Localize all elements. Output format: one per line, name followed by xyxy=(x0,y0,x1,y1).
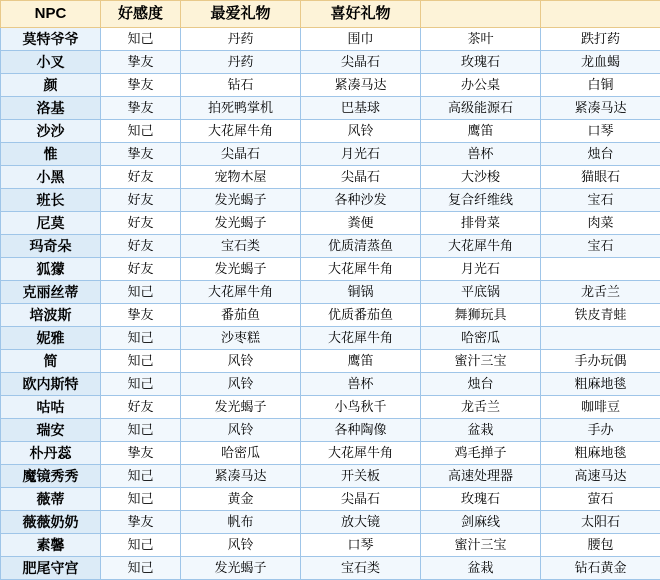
liked-gift-cell: 粗麻地毯 xyxy=(541,442,660,465)
liked-gift-cell: 宝石 xyxy=(541,189,660,212)
table-row xyxy=(1,235,660,258)
liked-gift-cell: 宝石 xyxy=(541,235,660,258)
liked-gift-cell: 小鸟秋千 xyxy=(301,396,421,419)
liked-gift-cell: 排骨菜 xyxy=(421,212,541,235)
npc-name-cell: 小黑 xyxy=(1,166,101,189)
table-row xyxy=(1,557,660,580)
npc-name-cell: 魔镜秀秀 xyxy=(1,465,101,488)
favor-level-cell: 知己 xyxy=(101,120,181,143)
liked-gift-cell: 口琴 xyxy=(541,120,660,143)
liked-gift-cell: 大花犀牛角 xyxy=(421,235,541,258)
favor-level-cell: 好友 xyxy=(101,258,181,281)
liked-gift-cell: 盆栽 xyxy=(421,419,541,442)
npc-name-cell: 玛奇朵 xyxy=(1,235,101,258)
liked-gift-cell: 风铃 xyxy=(301,120,421,143)
favor-level-cell: 挚友 xyxy=(101,74,181,97)
favorite-gift-cell: 丹药 xyxy=(181,28,301,51)
liked-gift-cell: 龙血蝎 xyxy=(541,51,660,74)
favorite-gift-cell: 大花犀牛角 xyxy=(181,120,301,143)
npc-name-cell: 薇薇奶奶 xyxy=(1,511,101,534)
liked-gift-cell: 龙舌兰 xyxy=(541,281,660,304)
column-header-favor: 好感度 xyxy=(101,1,181,28)
liked-gift-cell: 钻石黄金 xyxy=(541,557,660,580)
liked-gift-cell: 腰包 xyxy=(541,534,660,557)
liked-gift-cell: 兽杯 xyxy=(301,373,421,396)
favorite-gift-cell: 风铃 xyxy=(181,350,301,373)
table-row xyxy=(1,28,660,51)
liked-gift-cell: 太阳石 xyxy=(541,511,660,534)
liked-gift-cell: 放大镜 xyxy=(301,511,421,534)
column-header-liked-gift-3 xyxy=(541,1,660,28)
npc-name-cell: 素馨 xyxy=(1,534,101,557)
favor-level-cell: 好友 xyxy=(101,189,181,212)
liked-gift-cell: 宝石类 xyxy=(301,557,421,580)
liked-gift-cell: 高速处理器 xyxy=(421,465,541,488)
table-row xyxy=(1,488,660,511)
favor-level-cell: 知己 xyxy=(101,557,181,580)
favorite-gift-cell: 发光蝎子 xyxy=(181,258,301,281)
liked-gift-cell: 紧凑马达 xyxy=(541,97,660,120)
table-row xyxy=(1,442,660,465)
liked-gift-cell: 各种陶像 xyxy=(301,419,421,442)
liked-gift-cell: 围巾 xyxy=(301,28,421,51)
npc-name-cell: 薇蒂 xyxy=(1,488,101,511)
liked-gift-cell: 蜜汁三宝 xyxy=(421,350,541,373)
favor-level-cell: 知己 xyxy=(101,419,181,442)
favor-level-cell: 知己 xyxy=(101,373,181,396)
favor-level-cell: 知己 xyxy=(101,465,181,488)
favor-level-cell: 好友 xyxy=(101,212,181,235)
favorite-gift-cell: 大花犀牛角 xyxy=(181,281,301,304)
table-body xyxy=(1,28,660,580)
liked-gift-cell: 大花犀牛角 xyxy=(301,258,421,281)
favor-level-cell: 知己 xyxy=(101,488,181,511)
favorite-gift-cell: 宠物木屋 xyxy=(181,166,301,189)
npc-name-cell: 莫特爷爷 xyxy=(1,28,101,51)
liked-gift-cell xyxy=(541,258,660,281)
liked-gift-cell: 月光石 xyxy=(421,258,541,281)
npc-name-cell: 简 xyxy=(1,350,101,373)
liked-gift-cell: 龙舌兰 xyxy=(421,396,541,419)
column-header-liked-gift: 喜好礼物 xyxy=(301,1,421,28)
liked-gift-cell: 烛台 xyxy=(421,373,541,396)
liked-gift-cell xyxy=(541,327,660,350)
npc-name-cell: 小叉 xyxy=(1,51,101,74)
liked-gift-cell: 尖晶石 xyxy=(301,166,421,189)
favor-level-cell: 挚友 xyxy=(101,511,181,534)
table-row xyxy=(1,465,660,488)
table-row xyxy=(1,51,660,74)
table-header xyxy=(1,1,660,28)
column-header-favorite-gift: 最爱礼物 xyxy=(181,1,301,28)
table-row xyxy=(1,189,660,212)
npc-name-cell: 肥尾守宫 xyxy=(1,557,101,580)
npc-name-cell: 瑞安 xyxy=(1,419,101,442)
favorite-gift-cell: 钻石 xyxy=(181,74,301,97)
liked-gift-cell: 鹰笛 xyxy=(301,350,421,373)
liked-gift-cell: 玫瑰石 xyxy=(421,488,541,511)
liked-gift-cell: 尖晶石 xyxy=(301,488,421,511)
npc-name-cell: 朴丹蕊 xyxy=(1,442,101,465)
table-row xyxy=(1,166,660,189)
liked-gift-cell: 各种沙发 xyxy=(301,189,421,212)
liked-gift-cell: 猫眼石 xyxy=(541,166,660,189)
table-row xyxy=(1,511,660,534)
npc-name-cell: 培波斯 xyxy=(1,304,101,327)
favor-level-cell: 挚友 xyxy=(101,304,181,327)
favor-level-cell: 知己 xyxy=(101,28,181,51)
liked-gift-cell: 白铜 xyxy=(541,74,660,97)
favorite-gift-cell: 宝石类 xyxy=(181,235,301,258)
liked-gift-cell: 粪便 xyxy=(301,212,421,235)
table-row xyxy=(1,304,660,327)
favor-level-cell: 好友 xyxy=(101,166,181,189)
favorite-gift-cell: 风铃 xyxy=(181,419,301,442)
favorite-gift-cell: 风铃 xyxy=(181,534,301,557)
favor-level-cell: 知己 xyxy=(101,281,181,304)
npc-name-cell: 狐獴 xyxy=(1,258,101,281)
favorite-gift-cell: 尖晶石 xyxy=(181,143,301,166)
liked-gift-cell: 铜锅 xyxy=(301,281,421,304)
liked-gift-cell: 哈密瓜 xyxy=(421,327,541,350)
table-row xyxy=(1,74,660,97)
favorite-gift-cell: 哈密瓜 xyxy=(181,442,301,465)
liked-gift-cell: 手办玩偶 xyxy=(541,350,660,373)
liked-gift-cell: 玫瑰石 xyxy=(421,51,541,74)
npc-name-cell: 尼莫 xyxy=(1,212,101,235)
favor-level-cell: 好友 xyxy=(101,396,181,419)
table-row xyxy=(1,396,660,419)
favor-level-cell: 挚友 xyxy=(101,442,181,465)
favor-level-cell: 知己 xyxy=(101,350,181,373)
liked-gift-cell: 口琴 xyxy=(301,534,421,557)
liked-gift-cell: 尖晶石 xyxy=(301,51,421,74)
npc-name-cell: 班长 xyxy=(1,189,101,212)
table-row xyxy=(1,350,660,373)
column-header-liked-gift-2 xyxy=(421,1,541,28)
npc-name-cell: 惟 xyxy=(1,143,101,166)
liked-gift-cell: 大沙梭 xyxy=(421,166,541,189)
favorite-gift-cell: 拍死鸭掌机 xyxy=(181,97,301,120)
liked-gift-cell: 大花犀牛角 xyxy=(301,327,421,350)
liked-gift-cell: 茶叶 xyxy=(421,28,541,51)
liked-gift-cell: 鸡毛掸子 xyxy=(421,442,541,465)
liked-gift-cell: 烛台 xyxy=(541,143,660,166)
table-row xyxy=(1,97,660,120)
liked-gift-cell: 跌打药 xyxy=(541,28,660,51)
liked-gift-cell: 复合纤维线 xyxy=(421,189,541,212)
liked-gift-cell: 紧凑马达 xyxy=(301,74,421,97)
favor-level-cell: 挚友 xyxy=(101,51,181,74)
favorite-gift-cell: 黄金 xyxy=(181,488,301,511)
favorite-gift-cell: 番茄鱼 xyxy=(181,304,301,327)
favorite-gift-cell: 发光蝎子 xyxy=(181,212,301,235)
liked-gift-cell: 肉菜 xyxy=(541,212,660,235)
liked-gift-cell: 办公桌 xyxy=(421,74,541,97)
favorite-gift-cell: 风铃 xyxy=(181,373,301,396)
liked-gift-cell: 月光石 xyxy=(301,143,421,166)
table-row xyxy=(1,120,660,143)
table-row xyxy=(1,327,660,350)
table-row xyxy=(1,143,660,166)
liked-gift-cell: 铁皮青蛙 xyxy=(541,304,660,327)
npc-name-cell: 妮雅 xyxy=(1,327,101,350)
liked-gift-cell: 高级能源石 xyxy=(421,97,541,120)
column-header-npc: NPC xyxy=(1,1,101,28)
table-row xyxy=(1,534,660,557)
table-row xyxy=(1,212,660,235)
npc-name-cell: 欧内斯特 xyxy=(1,373,101,396)
favorite-gift-cell: 帆布 xyxy=(181,511,301,534)
favor-level-cell: 好友 xyxy=(101,235,181,258)
liked-gift-cell: 手办 xyxy=(541,419,660,442)
liked-gift-cell: 巴基球 xyxy=(301,97,421,120)
npc-name-cell: 沙沙 xyxy=(1,120,101,143)
favorite-gift-cell: 丹药 xyxy=(181,51,301,74)
liked-gift-cell: 剑麻线 xyxy=(421,511,541,534)
npc-name-cell: 颜 xyxy=(1,74,101,97)
table-row xyxy=(1,258,660,281)
liked-gift-cell: 兽杯 xyxy=(421,143,541,166)
liked-gift-cell: 蜜汁三宝 xyxy=(421,534,541,557)
table-row xyxy=(1,419,660,442)
liked-gift-cell: 优质番茄鱼 xyxy=(301,304,421,327)
liked-gift-cell: 盆栽 xyxy=(421,557,541,580)
npc-name-cell: 克丽丝蒂 xyxy=(1,281,101,304)
liked-gift-cell: 鹰笛 xyxy=(421,120,541,143)
npc-name-cell: 咕咕 xyxy=(1,396,101,419)
liked-gift-cell: 高速马达 xyxy=(541,465,660,488)
favor-level-cell: 知己 xyxy=(101,534,181,557)
liked-gift-cell: 平底锅 xyxy=(421,281,541,304)
liked-gift-cell: 开关板 xyxy=(301,465,421,488)
liked-gift-cell: 舞狮玩具 xyxy=(421,304,541,327)
liked-gift-cell: 萤石 xyxy=(541,488,660,511)
favorite-gift-cell: 沙枣糕 xyxy=(181,327,301,350)
favor-level-cell: 挚友 xyxy=(101,97,181,120)
table-row xyxy=(1,281,660,304)
favorite-gift-cell: 发光蝎子 xyxy=(181,396,301,419)
npc-name-cell: 洛基 xyxy=(1,97,101,120)
header-row xyxy=(1,1,660,28)
table-row xyxy=(1,373,660,396)
favor-level-cell: 知己 xyxy=(101,327,181,350)
liked-gift-cell: 粗麻地毯 xyxy=(541,373,660,396)
favorite-gift-cell: 紧凑马达 xyxy=(181,465,301,488)
favorite-gift-cell: 发光蝎子 xyxy=(181,557,301,580)
favorite-gift-cell: 发光蝎子 xyxy=(181,189,301,212)
liked-gift-cell: 大花犀牛角 xyxy=(301,442,421,465)
liked-gift-cell: 咖啡豆 xyxy=(541,396,660,419)
liked-gift-cell: 优质清蒸鱼 xyxy=(301,235,421,258)
favor-level-cell: 挚友 xyxy=(101,143,181,166)
